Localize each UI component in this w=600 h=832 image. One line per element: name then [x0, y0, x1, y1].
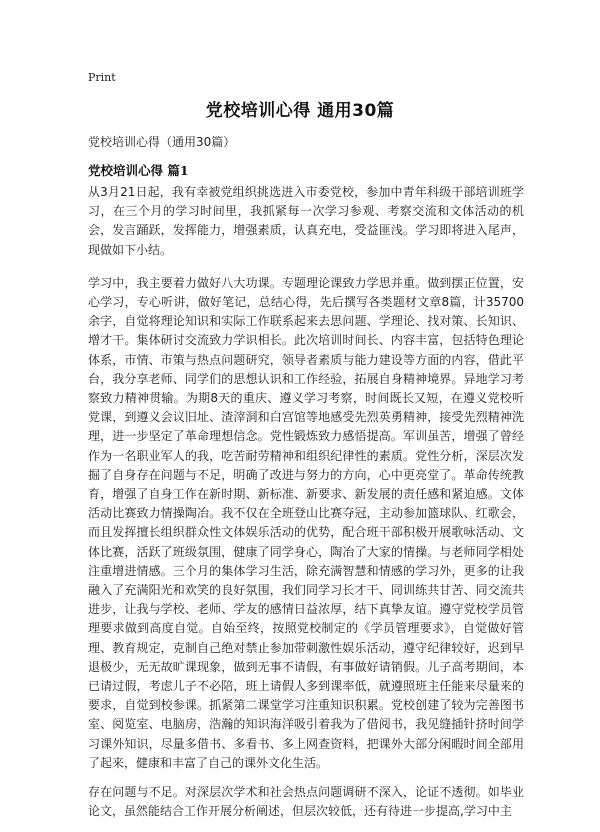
print-label: Print — [88, 71, 116, 84]
section-heading: 党校培训心得 篇1 — [88, 163, 189, 178]
document-body — [88, 183, 524, 832]
paragraph-main: 学习中，我主要着力做好八大功课。专题理论课致力学思并重。做到摆正位置，安心学习，专心听讲，做好笔记，总结心得，先后撰写各类题材文章8篇，计35700余字，自觉将理论知识和实际工作联系起来去思问题、学理论、找对策、长知识、增才干。集体研讨交流致力学识相长。此次培训时间长、内容丰富，包括特色理论体系，市情、市策与热点问题研究，领导者素质与能力建设等方面的内容，借此平台，我分享老师、同学们的思想认识和工作经验，拓展自身精神境界。异地学习考察致力精神贯输。为期8天的重庆、遵义学习考察，时间既长又短，在遵义党校听党课，到遵义会议旧址、渣滓洞和白宫馆等地感受先烈英勇精神，接受先烈精神洗理，进一步坚定了革命理想信念。党性锻炼致力感悟提高。军训虽苦，增强了曾经作为一名职业军人的我，吃苦耐劳精神和组织纪律性的素质。党性分析，深层次发掘了自身存在问题与不足，明确了改进与努力的方向，心中更亮堂了。革命传统教育，增强了自身工作在新时期、新标准、新要求、新发展的责任感和紧迫感。文体活动比赛致力情操陶冶。我不仅在全班登山比赛夺冠，主动参加篮球队、红歌会，而且发挥擅长组织群众性文体娱乐活动的优势，配合班干部积极开展歌咏活动、文体比赛，活跃了班级氛围，健康了同学身心，陶冶了大家的情操。与老师同学相处注重增进情感。三个月的集体学习生活，除充满智慧和情感的学习外，更多的让我融入了充满阳光和欢笑的良好氛围，我们同学习长才干、同训练共甘苦、同交流共进步，让我与学校、老师、学友的感情日益浓厚，结下真挚友谊。遵守党校学员管理要求做到高度自觉。自始至终，按照党校制定的《学员管理要求》，自觉做好管理、教育规定，克制自己绝对禁止参加带刺激性娱乐活动，遵守纪律较好，迟到早退极少，无无故旷课现象，做到无事不请假，有事做好请销假。儿子高考期间，本已请过假，考虑儿子不必陪，班上请假人多到课率低，就遵照班主任能来尽量来的要求，自觉到校参课。抓紧第二课堂学习注重知识积累。党校创建了较为完善图书室、阅览室、电脑房，浩瀚的知识海洋吸引着我为了借阅书，我见缝插针挤时间学习课外知识，尽量多借书、多看书、多上网查资料，把课外大部分闲暇时间全部用了起来，健康和丰富了自己的课外文化生活。 — [88, 275, 524, 770]
paragraph-problems: 存在问题与不足。对深层次学术和社会热点问题调研不深入，论证不透彻。如毕业论文，虽然能结合工作开展分析阐述，但层次较低，还有待进一步提高,学习中主 — [88, 785, 524, 819]
document-subtitle: 党校培训心得（通用30篇） — [88, 135, 236, 149]
paragraph-intro: 从3月21日起，我有幸被党组织挑选进入市委党校，参加中青年科级干部培训班学习，在三个月的学习时间里，我抓紧每一次学习参观、考察交流和文体活动的机会，发言踊跃，发挥能力，增强素质，认真充电，受益匪浅。学习即将进入尾声，现做如下小结。 — [88, 185, 524, 257]
document-title: 党校培训心得 通用30篇 — [205, 101, 395, 121]
